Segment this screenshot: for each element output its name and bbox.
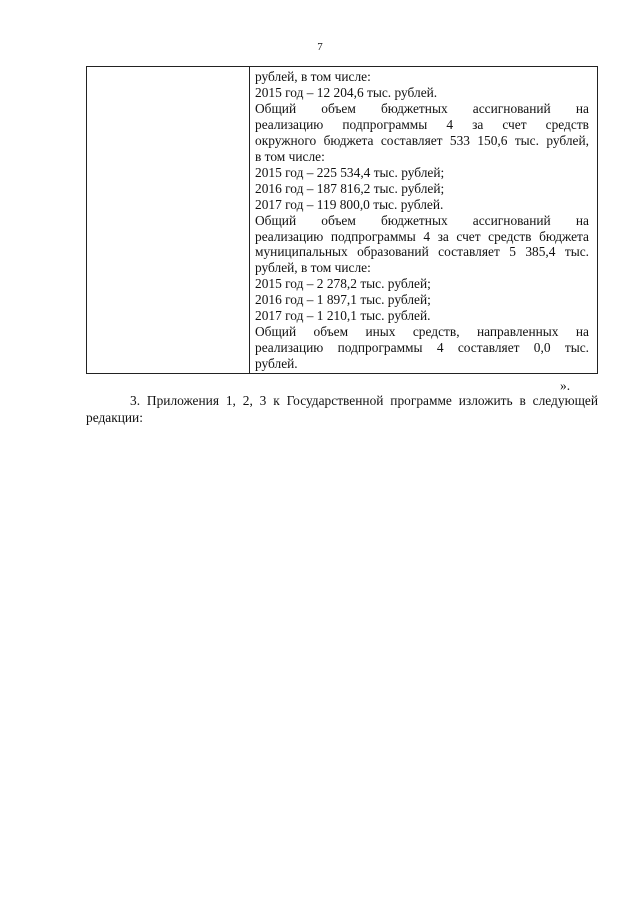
budget-table <box>86 66 598 374</box>
paragraph-line: 3. Приложения 1, 2, 3 к Государственной программе изложить в следующей <box>130 393 598 408</box>
paragraph-line: редакции: <box>86 410 143 425</box>
table-line: реализацию подпрограммы 4 за счет средств <box>255 116 589 132</box>
table-line: реализацию подпрограммы 4 составляет 0,0 тыс. <box>255 340 589 356</box>
table-line: 2016 год – 1 897,1 тыс. рублей; <box>255 292 431 308</box>
table-line: Общий объем бюджетных ассигнований на <box>255 100 589 116</box>
page-number: 7 <box>317 41 323 53</box>
table-line: Общий объем иных средств, направленных на <box>255 324 589 340</box>
table-line: 2015 год – 2 278,2 тыс. рублей; <box>255 276 431 292</box>
table-line: 2015 год – 225 534,4 тыс. рублей; <box>255 164 445 180</box>
table-line: 2017 год – 119 800,0 тыс. рублей. <box>255 196 444 212</box>
table-line: реализацию подпрограммы 4 за счет средств бюджета <box>255 228 589 244</box>
table-line: рублей. <box>255 356 298 372</box>
table-line: 2015 год – 12 204,6 тыс. рублей. <box>255 84 438 100</box>
table-line: Общий объем бюджетных ассигнований на <box>255 212 589 228</box>
body-paragraph <box>86 392 598 426</box>
table-line: 2016 год – 187 816,2 тыс. рублей; <box>255 180 445 196</box>
table-right-cell <box>255 69 589 372</box>
table-line: рублей, в том числе: <box>255 69 371 84</box>
table-line: муниципальных образований составляет 5 385,4 тыс. <box>255 244 589 260</box>
table-line: в том числе: <box>255 148 325 164</box>
table-left-cell <box>87 67 250 373</box>
table-line: окружного бюджета составляет 533 150,6 тыс. рублей, <box>255 132 589 148</box>
table-line: рублей, в том числе: <box>255 260 371 276</box>
closing-quote-mark: ». <box>560 378 571 393</box>
table-line: 2017 год – 1 210,1 тыс. рублей. <box>255 308 431 324</box>
